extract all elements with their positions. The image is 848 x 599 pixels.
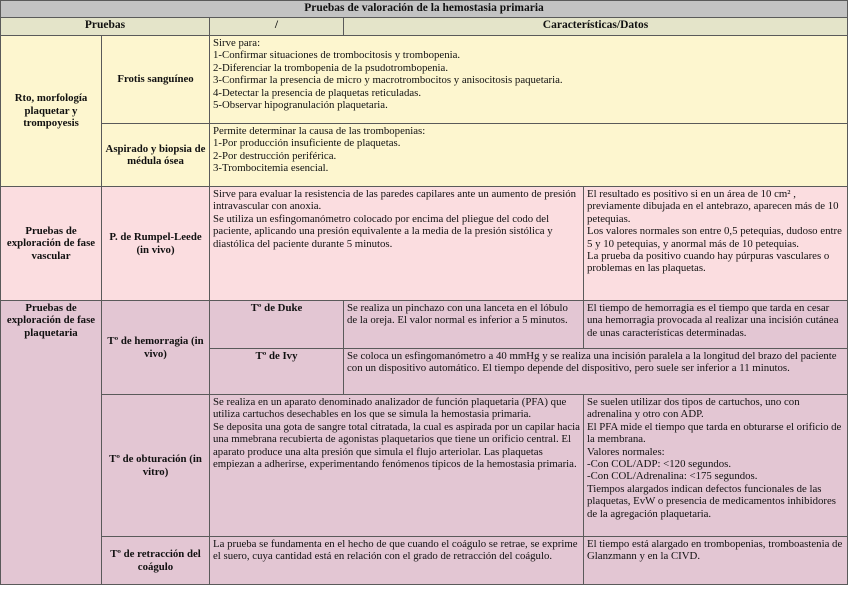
aspirado-name: Aspirado y biopsia de médula ósea — [102, 124, 210, 187]
duke-desc: Se realiza un pinchazo con una lanceta en el lóbulo de la oreja. El valor normal es inferior a 5 minutos. — [344, 301, 584, 349]
rumpel-data-para: El resultado es positivo si en un área de 10 cm² , previamente dibujada en el antebrazo, aparecen más de 10 petequias. — [587, 188, 839, 225]
frotis-line: Sirve para: — [213, 37, 261, 49]
rumpel-data — [584, 187, 848, 301]
obturacion-data — [584, 395, 848, 537]
retraccion-name: Tº de retracción del coágulo — [102, 537, 210, 585]
obturacion-desc — [210, 395, 584, 537]
group-morfologia-label: Rto, morfología plaquetar y trompoyesis — [1, 36, 102, 187]
aspirado-line: Permite determinar la causa de las trombopenias: — [213, 125, 426, 137]
obturacion-data-line: Tiempos alargados indican defectos funcionales de las plaquetas, EvW o presencia de medicamentos inhibidores de la agregación plaquetaria. — [587, 482, 836, 520]
aspirado-line: 1-Por producción insuficiente de plaquetas. — [213, 137, 401, 150]
obturacion-desc-para: Se deposita una gota de sangre total citratada, la cual es aspirada por un capilar hacia una mmebrana recubierta de agonistas plaquetarios que tiene un orificio central. El aparato produce una alta presión que simula el flujo arteriolar. Las plaquetas empiezan a adherirse, experimentando fenómenos típicos de la hemostasia primaria. — [213, 420, 580, 471]
header-slash: / — [210, 18, 344, 36]
frotis-line: 4-Detectar la presencia de plaquetas reticuladas. — [213, 86, 422, 99]
obturacion-data-line: Se suelen utilizar dos tipos de cartuchos, uno con adrenalina y otro con ADP. — [587, 396, 800, 421]
rumpel-name: P. de Rumpel-Leede (in vivo) — [102, 187, 210, 301]
obturacion-data-line: Valores normales: — [587, 445, 665, 458]
obturacion-data-line: -Con COL/ADP: <120 segundos. — [587, 458, 732, 471]
duke-name: Tº de Duke — [210, 301, 344, 349]
ivy-desc: Se coloca un esfingomanómetro a 40 mmHg y se realiza una incisión paralela a la longitud del brazo del paciente con un dispositivo automático. El tiempo depende del dispositivo, pero suele ser inferior a 11 minutos. — [344, 349, 848, 395]
frotis-name: Frotis sanguíneo — [102, 36, 210, 124]
rumpel-desc-para: Se utiliza un esfingomanómetro colocado por encima del pliegue del codo del paciente, aplicando una presión equivalente a la media de la presión sistólica y diastólica del paciente durante 5 minutos. — [213, 212, 553, 250]
aspirado-line: 2-Por destrucción periférica. — [213, 149, 337, 162]
retraccion-desc: La prueba se fundamenta en el hecho de que cuando el coágulo se retrae, se exprime el suero, cuya cantidad está en relación con el grado de retracción del coágulo. — [210, 537, 584, 585]
hemorragia-name: Tº de hemorragia (in vivo) — [102, 301, 210, 395]
rumpel-desc — [210, 187, 584, 301]
header-pruebas: Pruebas — [1, 18, 210, 36]
frotis-desc — [210, 36, 848, 124]
rumpel-data-para: Los valores normales son entre 0,5 petequias, dudoso entre 5 y 10 petequias, y anormal más de 10 petequias. — [587, 225, 842, 250]
aspirado-line: 3-Trombocitemia esencial. — [213, 162, 329, 175]
rumpel-data-para: La prueba da positivo cuando hay púrpuras vasculares o problemas en las plaquetas. — [587, 250, 830, 275]
frotis-line: 2-Diferenciar la trombopenia de la psudotrombopenia. — [213, 61, 449, 74]
obturacion-desc-para: Se realiza en un aparato denominado analizador de función plaquetaria (PFA) que utiliza cartuchos desechables en los que se simula la hemostasia primaria. — [213, 396, 567, 421]
frotis-line: 3-Confirmar la presencia de micro y macrotrombocitos y anisocitosis paquetaria. — [213, 74, 563, 87]
ivy-name: Tº de Ivy — [210, 349, 344, 395]
duke-data: El tiempo de hemorragia es el tiempo que tarda en cesar una hemorragia provocada al realizar una incisión cutánea de unas características determinadas. — [584, 301, 848, 349]
frotis-line: 5-Observar hipogranulación plaquetaria. — [213, 99, 388, 112]
aspirado-desc — [210, 124, 848, 187]
header-caracteristicas: Características/Datos — [344, 18, 848, 36]
retraccion-data: El tiempo está alargado en trombopenias, tromboastenia de Glanzmann y en la CIVD. — [584, 537, 848, 585]
frotis-line: 1-Confirmar situaciones de trombocitosis y trombopenia. — [213, 49, 461, 62]
group-plaquetaria-label: Pruebas de exploración de fase plaquetaria — [1, 301, 102, 585]
rumpel-desc-para: Sirve para evaluar la resistencia de las paredes capilares ante un aumento de presión intravascular con anoxia. — [213, 188, 577, 213]
group-vascular-label: Pruebas de exploración de fase vascular — [1, 187, 102, 301]
table-title: Pruebas de valoración de la hemostasia primaria — [1, 1, 848, 18]
obturacion-name: Tº de obturación (in vitro) — [102, 395, 210, 537]
obturacion-data-line: El PFA mide el tiempo que tarda en obturarse el orificio de la membrana. — [587, 420, 842, 446]
obturacion-data-line: -Con COL/Adrenalina: <175 segundos. — [587, 470, 758, 483]
